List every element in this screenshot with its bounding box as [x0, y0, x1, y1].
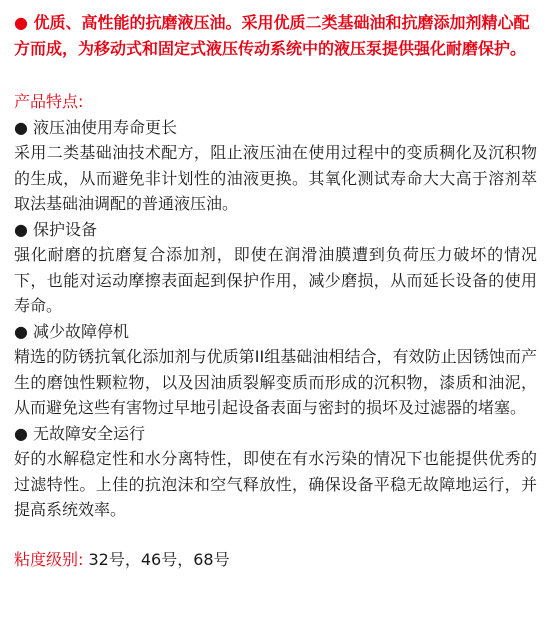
feature-text: 好的水解稳定性和水分离特性，即使在有水污染的情况下也能提供优秀的过滤特性。上佳的抗泡沫和空气释放性，确保设备平稳无故障地运行，并提高系统效率。 — [14, 449, 537, 519]
feature-item — [14, 319, 537, 421]
feature-title: ● 液压油使用寿命更长 — [14, 117, 178, 137]
viscosity-grades — [14, 547, 537, 573]
spacer — [14, 523, 537, 547]
feature-item — [14, 421, 537, 523]
viscosity-value: 32号，46号，68号 — [83, 549, 230, 569]
features-title: 产品特点: — [14, 92, 84, 111]
intro-paragraph: ● 优质、高性能的抗磨液压油。采用优质二类基础油和抗磨添加剂精心配方而成，为移动式和固定式液压传动系统中的液压泵提供强化耐磨保护。 — [14, 13, 530, 58]
feature-text: 精选的防锈抗氧化添加剂与优质第II组基础油相结合，有效防止因锈蚀而产生的磨蚀性颗粒物，以及因油质裂解变质而形成的沉积物，漆质和油泥，从而避免这些有害物过早地引起设备表面与密封的损坏及过滤器的堵塞。 — [14, 347, 537, 417]
feature-title: ● 减少故障停机 — [14, 321, 130, 341]
feature-text: 采用二类基础油技术配方，阻止液压油在使用过程中的变质稠化及沉积物的生成，从而避免非计划性的油液更换。其氧化测试寿命大大高于溶剂萃取法基础油调配的普通液压油。 — [14, 143, 537, 213]
feature-item — [14, 115, 537, 217]
feature-text: 强化耐磨的抗磨复合添加剂，即使在润滑油膜遭到负荷压力破坏的情况下，也能对运动摩擦表面起到保护作用，减少磨损，从而延长设备的使用寿命。 — [14, 245, 537, 315]
feature-title: ● 保护设备 — [14, 219, 98, 239]
feature-item — [14, 217, 537, 319]
spacer — [14, 61, 537, 89]
feature-title: ● 无故障安全运行 — [14, 423, 146, 443]
viscosity-label: 粘度级别: — [14, 549, 84, 569]
